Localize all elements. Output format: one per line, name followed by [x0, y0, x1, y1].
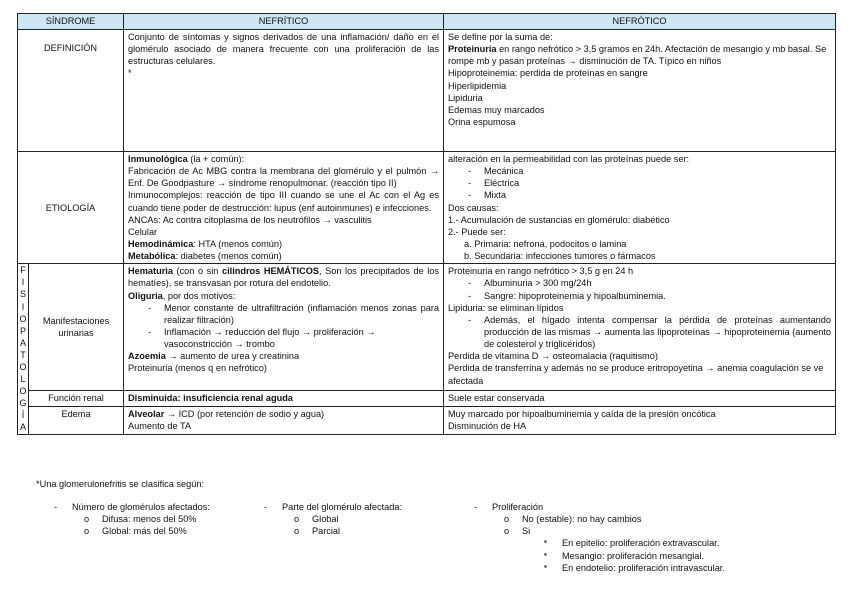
def-nefrotico-line: Hiperlipidemia: [448, 80, 507, 91]
row-edema: [18, 406, 836, 434]
cell-definicion-nefritico: [124, 30, 444, 152]
fisio-letter: T: [20, 349, 26, 360]
list-item: - Eléctrica: [448, 177, 831, 189]
label-etiologia: ETIOLOGÍA: [18, 152, 124, 264]
def-nefrotico-line: Se define por la suma de:: [448, 32, 553, 42]
funcion-nefritico-text: Disminuida: insuficiencia renal aguda: [128, 393, 293, 404]
definicion-nefritico-text: Conjunto de síntomas y signos derivados de una inflamación/ daño en el glomérulo asociado de manera frecuente con una proliferación de las estructuras celulares.: [128, 32, 440, 67]
cilindros-bold: cilindros HEMÁTICOS: [221, 266, 319, 277]
fisio-letter: L: [20, 374, 26, 385]
inmunocomplejos-text: Inmunocomplejos: reacción de tipo III cuando se une el Ac con el Ag es cuando tiene poder de destrucción: lupus (enf autoinmunes) e infecciones.: [128, 190, 440, 213]
manifest-nefrotico-line: Perdida de vitamina D → osteomalacia (raquitismo): [448, 351, 658, 362]
hemodinamica-text: : HTA (menos común): [193, 238, 283, 249]
hematuria-text: (con o sin: [172, 266, 222, 277]
azoemia-bold: Azoemia: [128, 351, 166, 362]
etiologia-nefrotico-line: alteración en la permeabilidad con las proteínas puede ser:: [448, 154, 690, 164]
header-sindrome: SÍNDROME: [18, 14, 124, 30]
list-item: - Mecánica: [448, 165, 831, 177]
fisio-letter: A: [19, 422, 26, 433]
azoemia-text: → aumento de urea y creatinina: [165, 351, 300, 362]
fisio-letter: I: [21, 301, 25, 312]
header-nefrotico: NEFRÓTICO: [444, 14, 836, 30]
edema-nefritico-line: Aumento de TA: [128, 420, 192, 431]
list-item: - Parte del glomérulo afectada:: [264, 501, 474, 513]
cell-etiologia-nefritico: [124, 152, 444, 264]
metabolica: [128, 250, 439, 262]
cell-etiologia-nefrotico: [444, 152, 836, 264]
proteinuria-text: en rango nefrótico > 3,5 gramos en 24h. Afectación de mesangio y mb basal. Se rompe mb y pasan proteínas → disminución de TA. Típico en niños: [448, 44, 827, 67]
azoemia: [128, 350, 439, 362]
fisio-letter: G: [19, 398, 27, 409]
footnote-col-parte: [264, 501, 474, 537]
etiologia-nefrotico-line: 1.- Acumulación de sustancias en glomérulo: diabético: [448, 214, 670, 225]
inmunologica-bold: Inmunológica: [128, 154, 188, 164]
row-manifestaciones: [18, 264, 836, 391]
def-nefrotico-proteinuria: [448, 43, 831, 67]
proteinuria-nefritico: Proteinuria (menos q en nefrótico): [128, 363, 267, 374]
list-item: - Además, el hígado intenta compensar la pérdida de proteínas aumentando producción de las mismas → aumenta las lipoproteínas → hipoproteinemia (aumento de colesterol y triglicéridos): [448, 314, 831, 350]
def-nefrotico-line: Edemas muy marcados: [448, 104, 545, 115]
list-item: - Sangre: hipoproteinemia y hipoalbuminemia.: [448, 290, 831, 302]
hemodinamica: [128, 238, 439, 250]
footnote-col-proliferacion: [474, 501, 824, 574]
edema-nefrotico-line: Disminución de HA: [448, 420, 527, 431]
fisiopatologia-label: [18, 264, 29, 434]
cell-funcion-nefrotico: Suele estar conservada: [444, 391, 836, 406]
syndrome-table: [17, 13, 836, 435]
alveolar: [128, 408, 439, 420]
label-edema: Edema: [29, 406, 124, 434]
fabricacion-text: Fabricación de Ac MBG contra la membrana del glomérulo y el pulmón → Enf. De Goodpasture → síndrome renopulmonar. (reacción tipo II): [128, 166, 440, 189]
edema-nefrotico-line: Muy marcado por hipoalbuminemia y caída de la presión oncótica: [448, 408, 716, 419]
metabolica-text: : diabetes (menos común): [175, 251, 282, 262]
list-item: o Si: [504, 525, 824, 537]
oliguria-bold: Oliguria: [128, 290, 163, 301]
celular-text: Celular: [128, 226, 158, 237]
fisio-letter: P: [19, 325, 26, 336]
footnote-col-numero: [54, 501, 274, 537]
alveolar-text: → ICD (por retención de sodio y agua): [164, 408, 325, 419]
list-item: o Global: más del 50%: [84, 525, 274, 537]
alveolar-bold: Alveolar: [128, 408, 165, 419]
manifest-nefrotico-line: Proteinuria en rango nefrótico > 3,5 g en 24 h: [448, 266, 634, 277]
oliguria-text: , por dos motivos:: [162, 290, 236, 301]
label-manifestaciones: Manifestaciones urinarias: [29, 264, 124, 391]
fisio-letter: O: [19, 386, 27, 397]
header-nefritico: NEFRÍTICO: [124, 14, 444, 30]
list-item: o Parcial: [294, 525, 474, 537]
etiologia-nefrotico-line: 2.- Puede ser:: [448, 226, 506, 237]
list-item: ▪ En epitelio: proliferación extravascular.: [544, 537, 824, 549]
list-item: o Difusa: menos del 50%: [84, 513, 274, 525]
list-item: - Número de glomérulos afectados:: [54, 501, 274, 513]
list-item: - Menor constante de ultrafiltración (inflamación menos zonas para realizar filtración): [128, 302, 439, 326]
cell-edema-nefritico: [124, 406, 444, 434]
list-item: - Mixta: [448, 189, 831, 201]
fisio-letter: O: [19, 313, 27, 324]
list-item: - Albuminuria > 300 mg/24h: [448, 277, 831, 289]
list-item: a. Primaria: nefrona, podocitos o lamina: [464, 238, 627, 249]
manifest-nefrotico-line: Lipiduria: se eliminan lípidos: [448, 302, 564, 313]
cell-manifest-nefrotico: [444, 264, 836, 391]
inmunologica: [128, 153, 439, 165]
hematuria-text: , Son los precipitados de los hematíes), se transvasan por rotura del endotelio.: [128, 266, 440, 289]
ancas-text: ANCAs: Ac contra citoplasma de los neutrófilos → vasculitis: [128, 214, 372, 225]
hematuria-bold: Hematuria: [128, 266, 173, 277]
list-item: o Global: [294, 513, 474, 525]
definicion-star: *: [128, 68, 132, 79]
def-nefrotico-line: Orina espumosa: [448, 116, 516, 127]
cell-edema-nefrotico: [444, 406, 836, 434]
list-item: ▪ En endotelio: proliferación intravascular.: [544, 562, 824, 574]
cell-definicion-nefrotico: [444, 30, 836, 152]
fisio-letter: F: [20, 265, 26, 276]
row-funcion-renal: [18, 391, 836, 406]
list-item: ▪ Mesangio: proliferación mesangial.: [544, 550, 824, 562]
footnote: [36, 478, 836, 573]
oliguria: [128, 290, 439, 302]
def-nefrotico-line: Lipiduria: [448, 92, 483, 103]
footnote-title: *Una glomerulonefritis se clasifica según:: [36, 479, 205, 489]
fisio-letter: Í: [21, 410, 25, 421]
list-item: - Inflamación → reducción del flujo → proliferación → vasoconstricción → trombo: [128, 326, 439, 350]
fisio-letter: I: [21, 277, 25, 288]
header-row: [18, 14, 836, 30]
cell-funcion-nefritico: [124, 391, 444, 406]
hemodinamica-bold: Hemodinámica: [128, 238, 194, 249]
list-item: - Proliferación: [474, 501, 824, 513]
fisio-letter: O: [19, 362, 27, 373]
cell-manifest-nefritico: [124, 264, 444, 391]
row-definicion: [18, 30, 836, 152]
definicion-label-text: DEFINICIÓN: [43, 43, 98, 53]
fisio-letter: A: [19, 337, 26, 348]
list-item: o No (estable): no hay cambios: [504, 513, 824, 525]
hematuria: [128, 265, 439, 289]
fisio-letter: S: [19, 289, 26, 300]
list-item: b. Secundaria: infecciones tumores o fármacos: [464, 251, 656, 262]
metabolica-bold: Metabólica: [128, 251, 176, 262]
label-funcion-renal: Función renal: [29, 391, 124, 406]
manifest-nefrotico-line: Perdida de transferrina y además no se produce eritropoyetina → anemia coagulación se ve afectada: [448, 363, 824, 386]
etiologia-nefrotico-line: Dos causas:: [448, 202, 499, 213]
label-definicion: [18, 30, 124, 152]
def-nefrotico-line: Hipoproteinemia: perdida de proteínas en sangre: [448, 68, 648, 79]
row-etiologia: [18, 152, 836, 264]
proteinuria-bold: Proteinuria: [448, 44, 497, 55]
inmunologica-text: (la + común):: [187, 154, 245, 164]
